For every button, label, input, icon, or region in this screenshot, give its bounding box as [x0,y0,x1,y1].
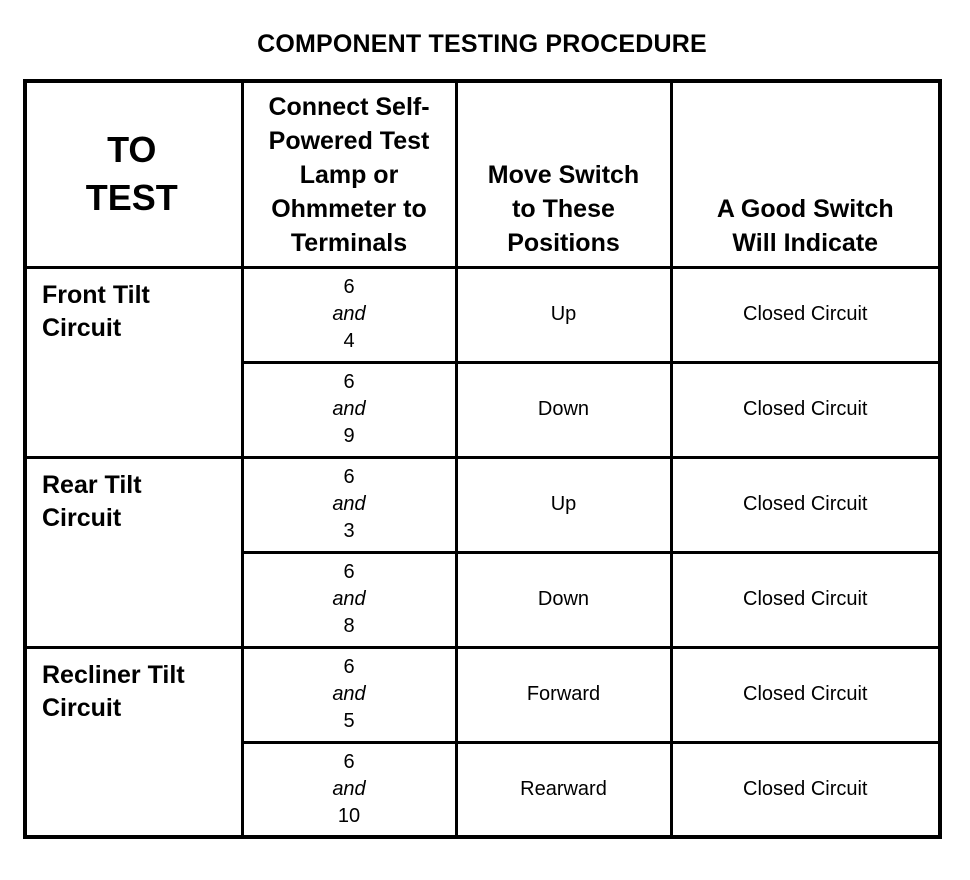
header-connect-line: Lamp or [299,160,399,189]
expected-result: Closed Circuit [671,647,940,742]
header-to-test [25,81,242,267]
header-move-line: Positions [507,228,620,257]
terminal-number: 3 [343,520,355,542]
test-name-recliner-tilt [25,647,242,837]
terminal-and: and [332,303,366,325]
header-good-switch [671,81,940,267]
test-name-line: Rear Tilt [42,470,142,499]
terminals-cell [242,457,456,552]
header-row [25,81,940,267]
switch-position: Rearward [456,742,671,837]
expected-result: Closed Circuit [671,742,940,837]
component-testing-table [23,79,942,839]
terminal-number: 6 [343,466,355,488]
terminal-and: and [332,777,366,800]
header-move-line: Move Switch [487,160,640,189]
header-connect-line: Powered Test [268,126,430,155]
terminal-number: 6 [343,750,355,773]
terminal-number: 6 [343,561,355,583]
terminals-cell [242,362,456,457]
header-indicate-line: Will Indicate [732,228,879,257]
document-title: COMPONENT TESTING PROCEDURE [257,30,707,58]
terminals-cell [242,647,456,742]
expected-result: Closed Circuit [671,552,940,647]
test-name-line: Circuit [42,313,122,342]
test-name-front-tilt [25,267,242,457]
test-name-line: Circuit [42,503,122,532]
terminal-and: and [332,493,366,515]
terminal-number: 6 [343,276,355,298]
terminal-and: and [332,588,366,610]
terminal-and: and [332,398,366,420]
switch-position: Down [456,362,671,457]
table-row [25,457,940,552]
header-to-test-line: TO [107,129,157,171]
terminals-cell [242,267,456,362]
test-name-line: Recliner Tilt [42,660,185,689]
table-row [25,647,940,742]
terminal-number: 4 [343,330,355,352]
terminal-number: 8 [343,615,355,637]
terminal-number: 10 [337,804,361,827]
header-move-line: to These [512,194,615,223]
expected-result: Closed Circuit [671,362,940,457]
header-connect-terminals [242,81,456,267]
header-connect-line: Ohmmeter to [271,194,427,223]
switch-position: Down [456,552,671,647]
header-connect-line: Connect Self- [268,92,430,121]
header-to-test-line: TEST [85,177,178,219]
header-indicate-line: A Good Switch [716,194,894,223]
terminals-cell [242,552,456,647]
test-name-rear-tilt [25,457,242,647]
terminals-cell [242,742,456,837]
test-name-line: Front Tilt [42,280,150,309]
terminal-number: 5 [343,710,355,732]
test-name-line: Circuit [42,693,122,722]
switch-position: Forward [456,647,671,742]
expected-result: Closed Circuit [671,457,940,552]
switch-position: Up [456,457,671,552]
terminal-number: 6 [343,371,355,393]
header-move-switch [456,81,671,267]
switch-position: Up [456,267,671,362]
terminal-number: 9 [343,425,355,447]
terminal-and: and [332,683,366,705]
header-connect-line: Terminals [290,228,408,257]
terminal-number: 6 [343,656,355,678]
expected-result: Closed Circuit [671,267,940,362]
table-row [25,267,940,362]
